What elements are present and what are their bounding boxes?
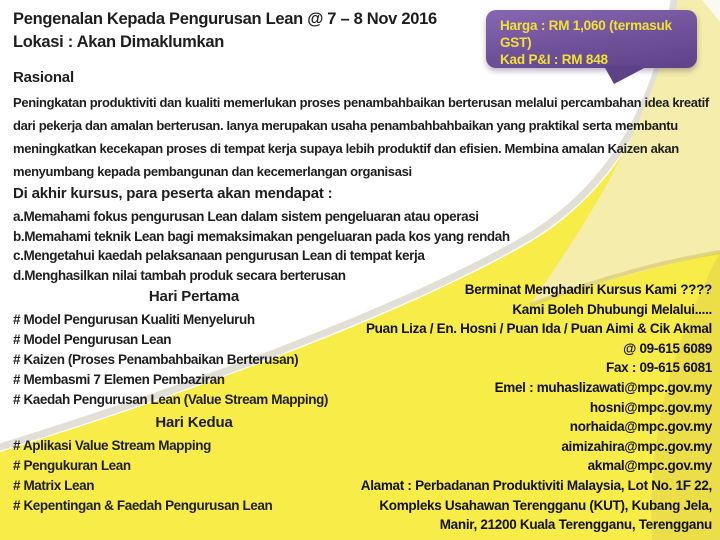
day2-topics-list	[13, 436, 272, 516]
card-price-line: Kad P&I : RM 848	[500, 52, 608, 67]
list-item: # Pengukuran Lean	[13, 458, 131, 473]
outcomes-heading: Di akhir kursus, para peserta akan mendapat :	[13, 185, 333, 202]
page-title	[13, 8, 437, 54]
contact-address-line: Alamat : Perbadanan Produktiviti Malaysia, Lot No. 1F 22,	[360, 477, 712, 493]
contact-address-line: Manir, 21200 Kuala Terengganu, Terengganu	[439, 517, 712, 533]
contact-email: hosni@mpc.gov.my	[589, 399, 712, 415]
price-callout-bubble	[486, 10, 697, 68]
list-item: # Aplikasi Value Stream Mapping	[13, 438, 211, 453]
day1-topics-list	[13, 310, 328, 410]
contact-email: akmal@mpc.gov.my	[587, 458, 712, 474]
list-item: # Matrix Lean	[13, 478, 95, 493]
contact-interest-line: Berminat Menghadiri Kursus Kami ????	[464, 282, 712, 297]
list-item: # Model Pengurusan Lean	[13, 332, 172, 347]
contact-fax: Fax : 09-615 6081	[606, 360, 712, 376]
contact-email: norhaida@mpc.gov.my	[569, 419, 712, 435]
list-item: # Model Pengurusan Kualiti Menyeluruh	[13, 312, 255, 327]
day1-heading: Hari Pertama	[148, 288, 240, 305]
rasional-paragraph: Peningkatan produktiviti dan kualiti memerlukan proses penambahbaikan berterusan melalui percambahan idea kreatif dari pekerja dan amalan berterusan. Ianya merupakan usaha penambahbahbaikan yang praktikal serta membantu meningkatkan kecekapan proses di tempat kerja supaya lebih produktif dan efisien. Membina amalan Kaizen akan menyumbang kepada pembangunan dan kecemerlangan organisasi	[13, 95, 709, 179]
contact-intro-line: Kami Boleh Dhubungi Melalui.....	[512, 301, 712, 317]
rasional-heading: Rasional	[13, 69, 74, 86]
list-item: d.Menghasilkan nilai tambah produk secara berterusan	[13, 267, 346, 283]
outcomes-list	[13, 207, 510, 285]
price-line: Harga : RM 1,060 (termasuk GST)	[500, 18, 672, 50]
contact-persons: Puan Liza / En. Hosni / Puan Ida / Puan Aimi & Cik Akmal	[365, 321, 712, 337]
course-location: Lokasi : Akan Dimaklumkan	[13, 33, 225, 51]
list-item: # Kaizen (Proses Penambahbaikan Berterusan)	[13, 352, 299, 367]
list-item: c.Mengetahui kaedah pelaksanaan pengurusan Lean di tempat kerja	[13, 248, 425, 263]
list-item: b.Memahami teknik Lean bagi memaksimakan pengeluaran pada kos yang rendah	[13, 228, 510, 244]
contact-address-line: Kompleks Usahawan Terengganu (KUT), Kubang Jela,	[379, 497, 712, 513]
contact-block	[361, 280, 712, 535]
contact-email: aimizahira@mpc.gov.my	[561, 438, 712, 454]
contact-phone: @ 09-615 6089	[623, 340, 712, 356]
contact-email: Emel : muhaslizawati@mpc.gov.my	[494, 379, 712, 395]
list-item: # Kepentingan & Faedah Pengurusan Lean	[13, 498, 273, 513]
list-item: # Membasmi 7 Elemen Pembaziran	[13, 372, 225, 387]
list-item: a.Memahami fokus pengurusan Lean dalam sistem pengeluaran atau operasi	[13, 209, 479, 224]
list-item: # Kaedah Pengurusan Lean (Value Stream Mapping)	[13, 392, 329, 407]
day2-heading: Hari Kedua	[155, 414, 233, 431]
course-title: Pengenalan Kepada Pengurusan Lean @ 7 – 8 Nov 2016	[13, 10, 437, 28]
